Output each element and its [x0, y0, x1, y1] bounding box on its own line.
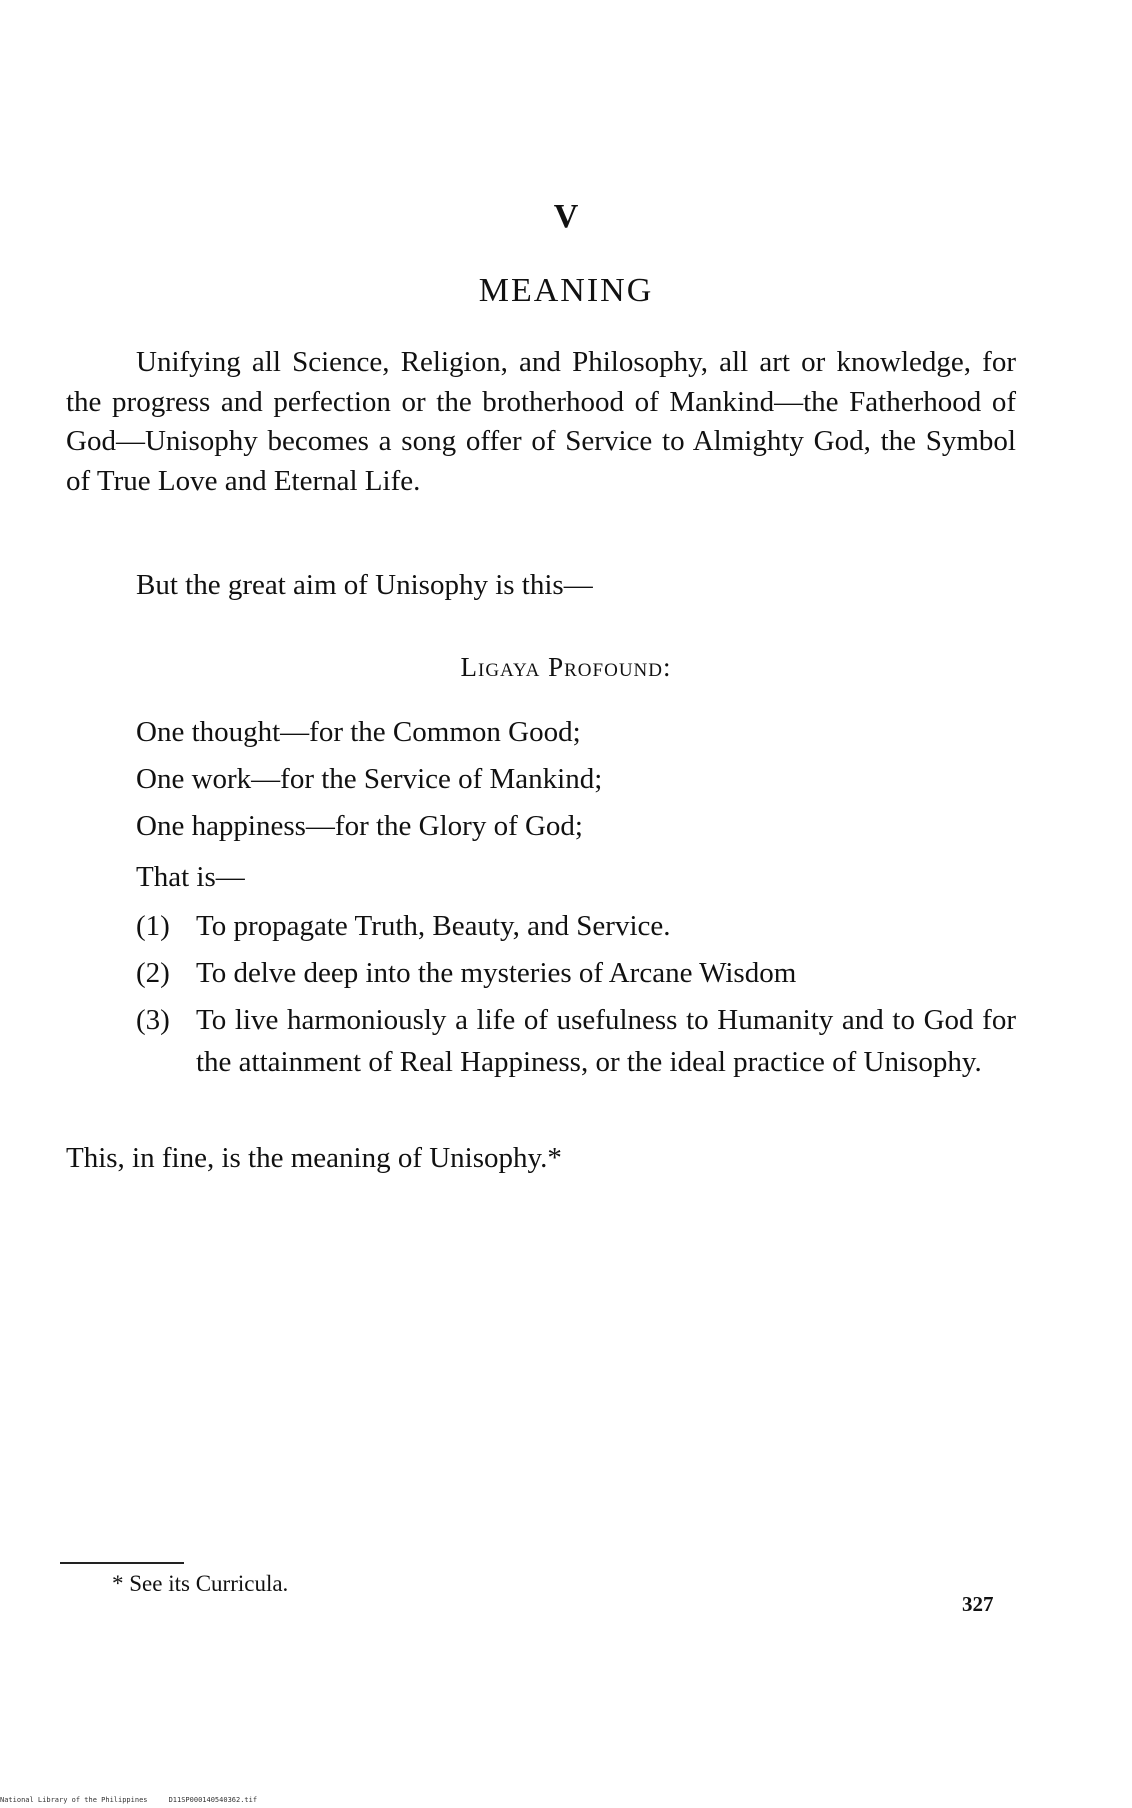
list-item-number: (3) — [136, 1004, 170, 1036]
list-item-text: To propagate Truth, Beauty, and Service. — [196, 910, 671, 942]
list-item — [136, 952, 1016, 994]
motto-line: One thought—for the Common Good; — [136, 716, 581, 748]
chapter-title: MEANING — [478, 272, 654, 309]
list-item-number: (1) — [136, 910, 170, 942]
footnote: * See its Curricula. — [112, 1571, 289, 1596]
list-item-text: To delve deep into the mysteries of Arcane Wisdom — [196, 957, 797, 989]
subheading: Ligaya Profound: — [460, 652, 672, 682]
page-number: 327 — [962, 1592, 994, 1616]
paragraph-1: Unifying all Science, Religion, and Philosophy, all art or knowledge, for the progress and perfection or the brotherhood of Mankind—the Fatherhood of God—Unisophy becomes a song offer of Service to Almighty God, the Symbol of True Love and Eternal Life. — [66, 346, 1016, 497]
list-item — [136, 905, 1016, 947]
chapter-numeral: V — [553, 198, 579, 235]
motto-line: One work—for the Service of Mankind; — [136, 763, 603, 795]
scan-stamp: National Library of the Philippines D11SP000140540362.tif — [0, 1796, 258, 1804]
paragraph-2: But the great aim of Unisophy is this— — [136, 569, 593, 601]
motto-line: That is— — [136, 861, 245, 893]
list-item-number: (2) — [136, 957, 170, 989]
list-item — [136, 999, 1016, 1083]
motto-line: One happiness—for the Glory of God; — [136, 810, 583, 842]
list-item-text: To live harmoniously a life of usefulness to Humanity and to God for the attainment of Real Happiness, or the ideal practice of Unisophy. — [196, 1004, 1016, 1078]
closing-sentence: This, in fine, is the meaning of Unisophy.* — [66, 1142, 562, 1174]
footnote-rule — [60, 1562, 184, 1564]
